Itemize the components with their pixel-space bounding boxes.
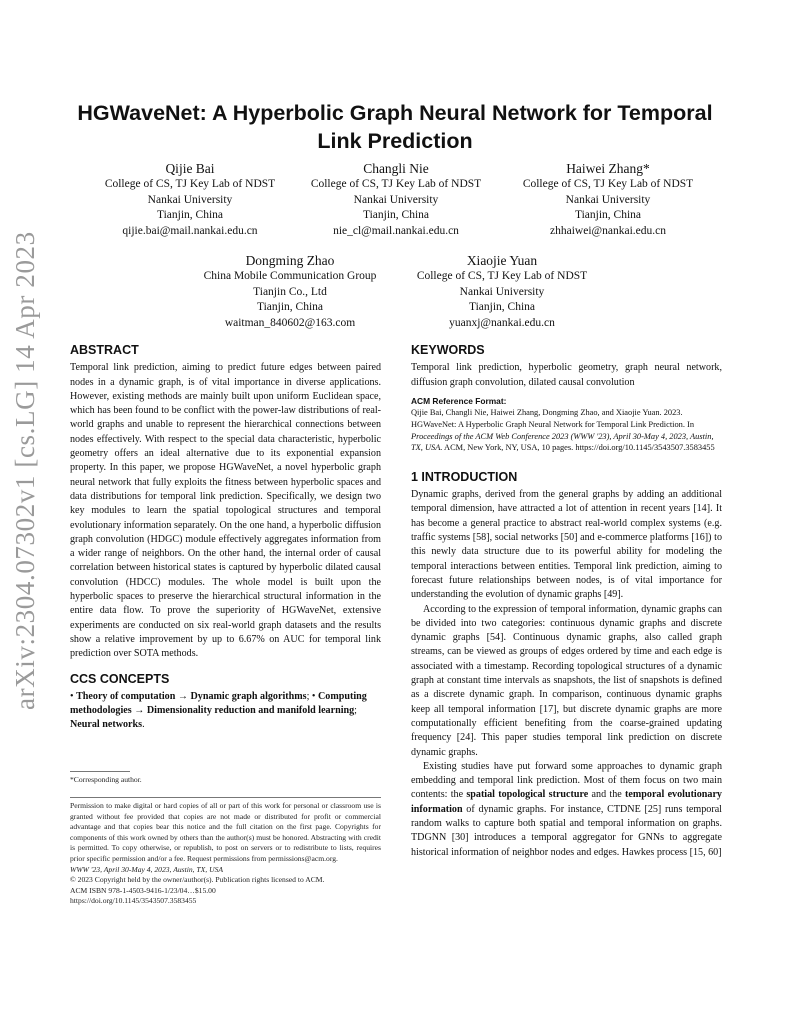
intro-paragraph-1: Dynamic graphs, derived from the general graphs by adding an additional temporal dimension, have attracted a lot of attention in recent years [14]. It has become a general practice to abstract real-world complex systems (e.g. traffic systems [58], social networks [50] and e-commerce platforms [16]) to this newly data structure due to its powerful ability for modeling the temporal interactions between entities. Temporal link prediction, aiming to forecast future relationships between nodes, is of vital importance for understanding the evolution of dynamic graphs [49]. bbox=[411, 489, 722, 601]
keywords-text: Temporal link prediction, hyperbolic geometry, graph neural network, diffusion graph convolution, dilated causal convolution bbox=[411, 362, 722, 388]
author-city: Tianjin, China bbox=[156, 209, 224, 221]
paper-title: HGWaveNet: A Hyperbolic Graph Neural Network for Temporal Link Prediction bbox=[77, 101, 713, 153]
right-column bbox=[411, 343, 722, 860]
author-block-5 bbox=[394, 252, 610, 331]
corresponding-author-note: *Corresponding author. bbox=[70, 775, 142, 784]
ccs-term: Dimensionality reduction and manifold learning bbox=[146, 705, 355, 717]
abstract-text: Temporal link prediction, aiming to predict future edges between paired nodes in a dynamic graph, is of vital importance in diverse applications. However, existing methods are mainly built upon uniform Euclidean space, which has been found to be conflict with the power-law distributions of real-world graphs and unable to represent the hierarchical connections between nodes effectively. With respect to the special data characteristic, hyperbolic geometry offers an ideal alternative due to its exponential expansion property. In this paper, we propose HGWaveNet, a novel hyperbolic graph neural network that fully exploits the fitness between hyperbolic spaces and data distributions for temporal link prediction. Specifically, we design two key modules to learn the spatial topological structures and temporal evolutionary information separately. On the one hand, a hyperbolic diffusion graph convolution (HDGC) module effectively aggregates information from a wider range of neighbors. On the other hand, the internal order of causal correlation between historical states is captured by hyperbolic dilated causal convolution (HDCC) modules. The whole model is built upon the hyperbolic spaces to preserve the hierarchical structural information in the entire data flow. To prove the superiority of HGWaveNet, extensive experiments are conducted on six real-world graph datasets and the results show a relative improvement by up to 6.67% on AUC for temporal link prediction over SOTA methods. bbox=[70, 362, 381, 660]
author-email: nie_cl@mail.nankai.edu.cn bbox=[333, 224, 459, 237]
author-affiliation: College of CS, TJ Key Lab of NDST bbox=[310, 178, 482, 190]
acm-reference: ACM Reference Format: Qijie Bai, Changli Nie, Haiwei Zhang, Dongming Zhao, and Xiaojie Yuan. 2023. HGWaveNet: A Hyperbolic Graph Neural Network for Temporal Link Prediction. In Proceedings of the ACM Web Conference 2023 (WWW '23), April 30-May 4, 2023, Austin, TX, USA. ACM, New York, NY, USA, 10 pages. https://doi.org/10.1145/3543507.3583455 bbox=[411, 396, 722, 454]
abstract-heading: ABSTRACT bbox=[70, 343, 139, 357]
author-email: yuanxj@nankai.edu.cn bbox=[449, 316, 555, 329]
keywords-heading: KEYWORDS bbox=[411, 343, 485, 357]
author-name: Haiwei Zhang* bbox=[566, 161, 650, 176]
author-affiliation: Tianjin Co., Ltd bbox=[253, 285, 327, 298]
author-affiliation: Nankai University bbox=[565, 193, 651, 206]
author-name: Xiaojie Yuan bbox=[466, 253, 538, 268]
author-block-1 bbox=[82, 160, 298, 239]
ccs-term: Dynamic graph algorithms bbox=[190, 690, 307, 702]
author-affiliation: China Mobile Communication Group bbox=[203, 270, 377, 282]
footnote-rule bbox=[70, 771, 130, 772]
venue-line: WWW '23, April 30-May 4, 2023, Austin, TX, USA bbox=[70, 864, 223, 874]
ccs-term: Neural networks bbox=[70, 719, 143, 731]
author-block-2 bbox=[288, 160, 504, 239]
ccs-concepts: • Theory of computation → Dynamic graph algorithms; • Computing methodologies → Dimensionality reduction and manifold learning; Neural networks. bbox=[70, 690, 367, 731]
author-affiliation: Nankai University bbox=[147, 193, 233, 206]
author-affiliation: College of CS, TJ Key Lab of NDST bbox=[416, 270, 588, 282]
doi-line: https://doi.org/10.1145/3543507.3583455 bbox=[70, 896, 197, 906]
permission-text: Permission to make digital or hard copies of all or part of this work for personal or classroom use is granted without fee provided that copies are not made or distributed for profit or commercial advantage and that copies bear this notice and the full citation on the first page. Copyrights for components of this work owned by others than the author(s) must be honored. Abstracting with credit is permitted. To copy otherwise, or republish, to post on servers or to redistribute to lists, requires prior specific permission and/or a fee. Request permissions from permissions@acm.org. bbox=[70, 801, 381, 863]
author-affiliation: Nankai University bbox=[459, 285, 545, 298]
permission-rule bbox=[70, 797, 381, 798]
author-name: Qijie Bai bbox=[165, 161, 215, 176]
author-city: Tianjin, China bbox=[256, 301, 324, 313]
author-name: Changli Nie bbox=[363, 161, 429, 176]
author-affiliation: Nankai University bbox=[353, 193, 439, 206]
author-block-3 bbox=[500, 160, 716, 239]
acm-reference-heading: ACM Reference Format: bbox=[411, 395, 507, 406]
ccs-term: Computing methodologies bbox=[70, 690, 367, 717]
author-email: waitman_840602@163.com bbox=[224, 316, 356, 329]
ccs-term: Theory of computation bbox=[76, 690, 176, 702]
left-column bbox=[70, 343, 381, 733]
author-name: Dongming Zhao bbox=[245, 253, 335, 268]
author-email: qijie.bai@mail.nankai.edu.cn bbox=[122, 224, 258, 237]
author-block-4 bbox=[180, 252, 400, 331]
permission-block bbox=[70, 801, 381, 907]
author-city: Tianjin, China bbox=[362, 209, 430, 221]
author-city: Tianjin, China bbox=[574, 209, 642, 221]
intro-paragraph-3: Existing studies have put forward some approaches to dynamic graph embedding and temporal link prediction. Most of them focus on two main contents: the spatial topological structure and the temporal evolutionary information of dynamic graphs. For instance, CTDNE [25] runs temporal random walks to capture both spatial and temporal information on graphs. TDGNN [30] introduces a temporal aggregator for GNNs to aggregate historical information of neighbor nodes and edges. Hawkes process [15, 60] bbox=[411, 760, 722, 858]
ccs-heading: CCS CONCEPTS bbox=[70, 671, 170, 686]
author-affiliation: College of CS, TJ Key Lab of NDST bbox=[522, 178, 694, 190]
introduction-heading: 1 INTRODUCTION bbox=[411, 469, 518, 484]
isbn-line: ACM ISBN 978-1-4503-9416-1/23/04…$15.00 bbox=[70, 885, 216, 895]
author-affiliation: College of CS, TJ Key Lab of NDST bbox=[104, 178, 276, 190]
copyright-line: © 2023 Copyright held by the owner/author(s). Publication rights licensed to ACM. bbox=[70, 875, 325, 885]
author-email: zhhaiwei@nankai.edu.cn bbox=[550, 224, 666, 237]
author-city: Tianjin, China bbox=[468, 301, 536, 313]
intro-paragraph-2: According to the expression of temporal information, dynamic graphs can be divided into two categories: continuous dynamic graphs and discrete dynamic graphs [54]. Continuous dynamic graphs, also called graph streams, can be viewed as groups of edges ordered by time and each edge is associated with a timestamp. Recording topological structures of a dynamic graph at constant time intervals as snapshots, the list of snapshots is defined as a discrete dynamic graph. In comparison, continuous dynamic graphs keep all temporal information [17], but discrete dynamic graphs are more computationally efficient benefiting from the coarse-grained updating frequency [24]. This paper studies temporal link prediction on discrete dynamic graphs. bbox=[411, 603, 722, 758]
